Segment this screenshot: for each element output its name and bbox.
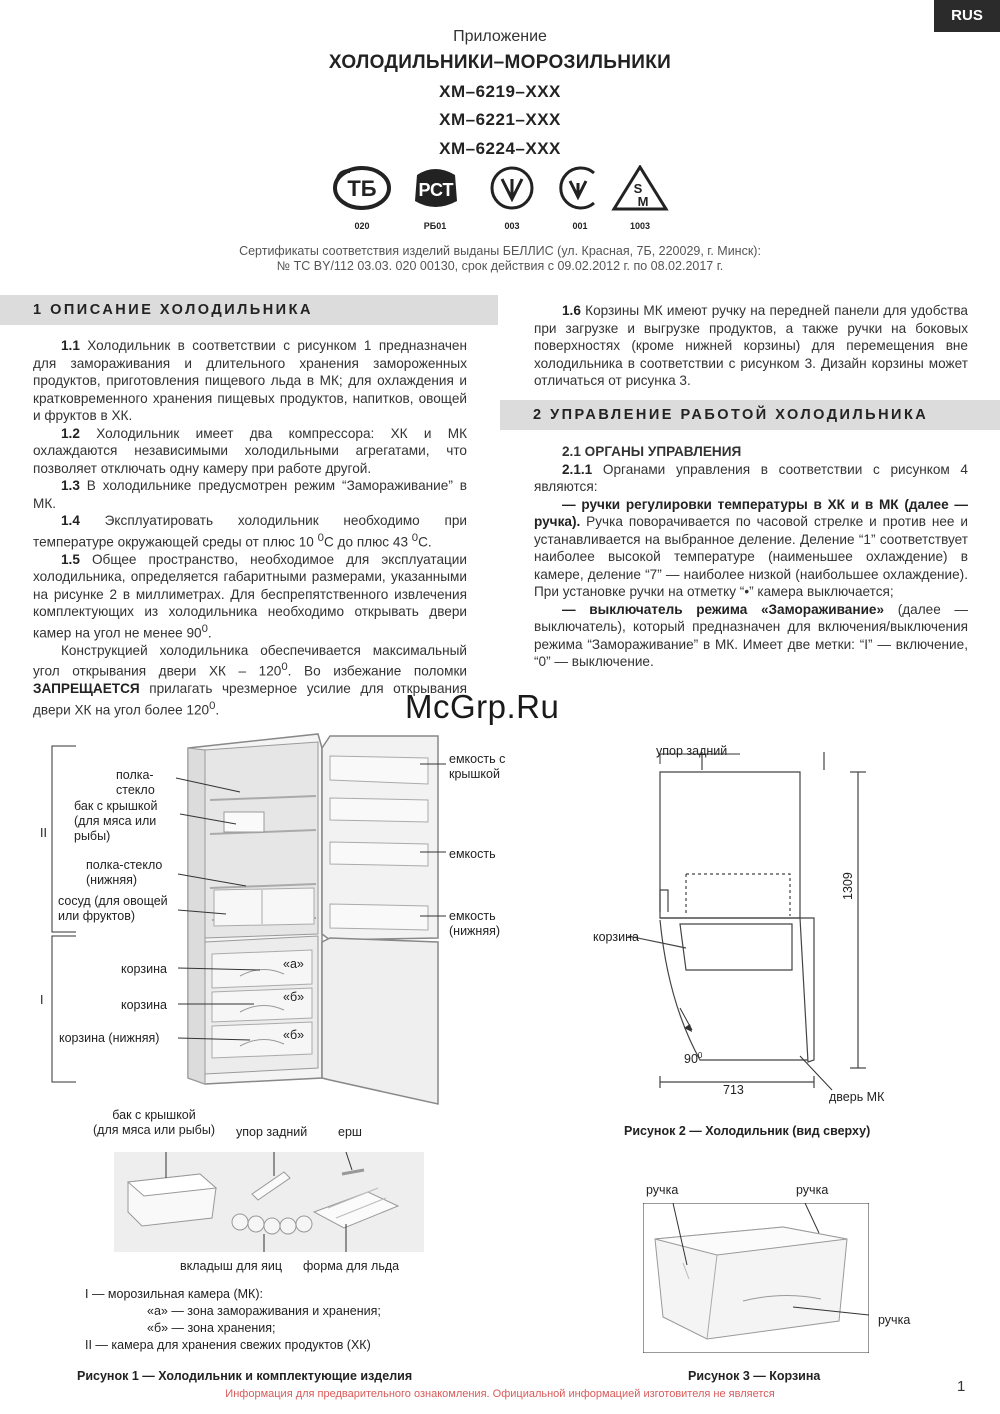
dimension-width: 713 <box>723 1083 744 1097</box>
callout-handle: ручка <box>878 1313 911 1327</box>
model-line: ХМ–6224–ХХХ <box>439 139 561 158</box>
svg-text:M: M <box>637 194 649 209</box>
paragraph: — ручки регулировки температуры в ХК и в МК (далее — ручка). Ручка поворачивается по часовой стрелке и против нее и устанавливается на выбранное деление. Деление “1” соответствует наиболее высокой температуре (наименьшее охлаждение) в камере, деление “7” — наиболее низкой (наибольшее охлаждение). При установке ручки на отметку “•” камера выключается; <box>534 496 968 599</box>
watermark: McGrp.Ru <box>405 688 560 725</box>
zone-mark-b: «б» <box>283 990 305 1004</box>
language-badge: RUS <box>934 0 1000 32</box>
callout-egg-tray: вкладыш для яиц <box>180 1259 283 1273</box>
svg-text:S: S <box>633 181 643 196</box>
callout-rear-stop: упор задний <box>656 744 728 758</box>
callout-rear-stop: упор задний <box>236 1125 308 1139</box>
gost-mark-icon <box>482 165 542 211</box>
dimension-depth: 1309 <box>841 872 855 900</box>
callout-container: емкость <box>449 847 496 861</box>
paragraph: 2.1.1 Органами управления в соответствии с рисунком 4 являются: <box>534 461 968 494</box>
figure2-caption: Рисунок 2 — Холодильник (вид сверху) <box>624 1124 871 1138</box>
paragraph: — выключатель режима «Замораживание» (далее — выключатель), который предназначен для включения/выключения режима “Замораживание” в МК. Имеет две метки: “I” — включение, “0” — выключение. <box>534 601 969 669</box>
callout-lower-container: емкость (нижняя) <box>449 909 501 938</box>
callout-lower-shelf: полка-стекло (нижняя) <box>86 858 163 887</box>
zone-label-i: I <box>40 993 44 1007</box>
sm-mark-icon <box>610 165 670 211</box>
paragraph: 1.6 Корзины МК имеют ручку на передней панели для удобства при загрузке и выгрузке продуктов, а также ручки на боковых поверхностях (кроме нижней корзины) для перемещения вне холодильника в соответствии с рисунком 3. Дизайн корзины может отличаться от рисунка 3. <box>534 303 968 388</box>
callout-meat-bin: бак с крышкой (для мяса или рыбы) <box>74 799 158 843</box>
cert-mark: S M 1003 <box>610 165 670 231</box>
cert-mark: РСТ РБ01 <box>405 165 465 231</box>
page-number: 1 <box>957 1378 966 1395</box>
cert-mark: ТБ 020 <box>332 165 392 231</box>
svg-text:ТБ: ТБ <box>347 176 377 201</box>
door-angle: $90^0$ <box>684 1051 703 1067</box>
paragraph: Конструкцией холодильника обеспечивается максимальный угол открывания двери ХК – $120^0$. Во избежание поломки ЗАПРЕЩАЕТСЯ прилагать чрезмерное усилие для открывания двери ХК на угол более $120^0$. <box>33 642 467 718</box>
callout-basket: корзина <box>121 998 167 1012</box>
zone-mark-a: «а» <box>283 957 304 971</box>
paragraph: 1.4 Эксплуатировать холодильник необходимо при температуре окружающей среды от плюс 10 $^0$С до плюс 43 $^0$С. <box>33 513 467 550</box>
callout-ice-tray: форма для льда <box>303 1259 400 1273</box>
callout-freezer-door: дверь МК <box>829 1090 885 1104</box>
section-heading: 1 ОПИСАНИЕ ХОЛОДИЛЬНИКА <box>0 295 498 325</box>
paragraph: 1.3 В холодильнике предусмотрен режим “Замораживание” в МК. <box>33 478 467 511</box>
appendix-label: Приложение <box>453 28 547 45</box>
callout-basket: корзина <box>121 962 167 976</box>
basket-illustration <box>643 1203 869 1353</box>
cs-mark-icon <box>550 165 610 211</box>
callout-basket: корзина <box>593 930 639 944</box>
paragraph: 1.1 Холодильник в соответствии с рисунком 1 предназначен для замораживания и длительного хранения замороженных продуктов, приготовления пищевого льда в МК; для охлаждения и кратковременного хранения пищевых продуктов, напитков, овощей и фруктов в ХК. <box>33 338 467 423</box>
callout-vegetable-bin: сосуд (для овощей или фруктов) <box>58 894 168 923</box>
callout-handle: ручка <box>646 1183 679 1197</box>
callout-brush: ерш <box>338 1125 362 1139</box>
zone-label-ii: II <box>40 826 47 840</box>
cert-marks <box>332 165 672 240</box>
model-line: ХМ–6219–ХХХ <box>439 82 561 101</box>
zone-mark-b: «б» <box>283 1028 305 1042</box>
callout-meat-bin: бак с крышкой (для мяса или рыбы) <box>92 1108 215 1137</box>
section1-continued <box>534 302 968 390</box>
figure1-legend: I — морозильная камера (МК): «а» — зона замораживания и хранения; «б» — зона хранения; II — камера для хранения свежих продуктов (ХК) <box>85 1287 381 1352</box>
svg-text:РСТ: РСТ <box>418 180 454 200</box>
disclaimer-notice: Информация для предварительного ознакомления. Официальной информацией изготовителя не является <box>225 1388 775 1400</box>
callout-covered-container: емкость с крышкой <box>449 752 506 781</box>
figure3-caption: Рисунок 3 — Корзина <box>688 1369 821 1383</box>
stb-mark-icon <box>332 165 392 211</box>
callout-handle: ручка <box>796 1183 829 1197</box>
callout-lower-basket: корзина (нижняя) <box>59 1031 160 1045</box>
cert-mark: 001 <box>550 165 610 231</box>
section2-body <box>534 443 968 671</box>
accessories-panel <box>114 1152 424 1252</box>
document-title: ХОЛОДИЛЬНИКИ–МОРОЗИЛЬНИКИ <box>328 52 672 73</box>
figure1-caption: Рисунок 1 — Холодильник и комплектующие изделия <box>77 1369 413 1383</box>
section1-body <box>33 337 467 719</box>
cert-mark: 003 <box>482 165 542 231</box>
model-line: ХМ–6221–ХХХ <box>439 110 561 129</box>
subsection-title: 2.1 ОРГАНЫ УПРАВЛЕНИЯ <box>562 444 742 459</box>
rst-mark-icon <box>405 165 465 211</box>
section-heading: 2 УПРАВЛЕНИЕ РАБОТОЙ ХОЛОДИЛЬНИКА <box>500 400 1000 430</box>
callout-glass-shelf: полка-стекло <box>116 768 155 797</box>
paragraph: 1.5 Общее пространство, необходимое для эксплуатации холодильника, определяется габаритными размерами, указанными на рисунке 2 в миллиметрах. Для беспрепятственного извлечения комплектующих из холодильника необходимо открывать двери камер на угол не менее $90^0$. <box>33 551 467 641</box>
certificate-info: Сертификаты соответствия изделий выданы БЕЛЛИС (ул. Красная, 7Б, 220029, г. Минск): № ТС BY/112 03.03. 020 00130, срок действия с 09.02.2012 г. по 08.02.2017 г. <box>239 244 761 273</box>
paragraph: 1.2 Холодильник имеет два компрессора: ХК и МК охлаждаются независимыми холодильными агрегатами, что позволяет отключать одну камеру при работе другой. <box>33 425 467 476</box>
